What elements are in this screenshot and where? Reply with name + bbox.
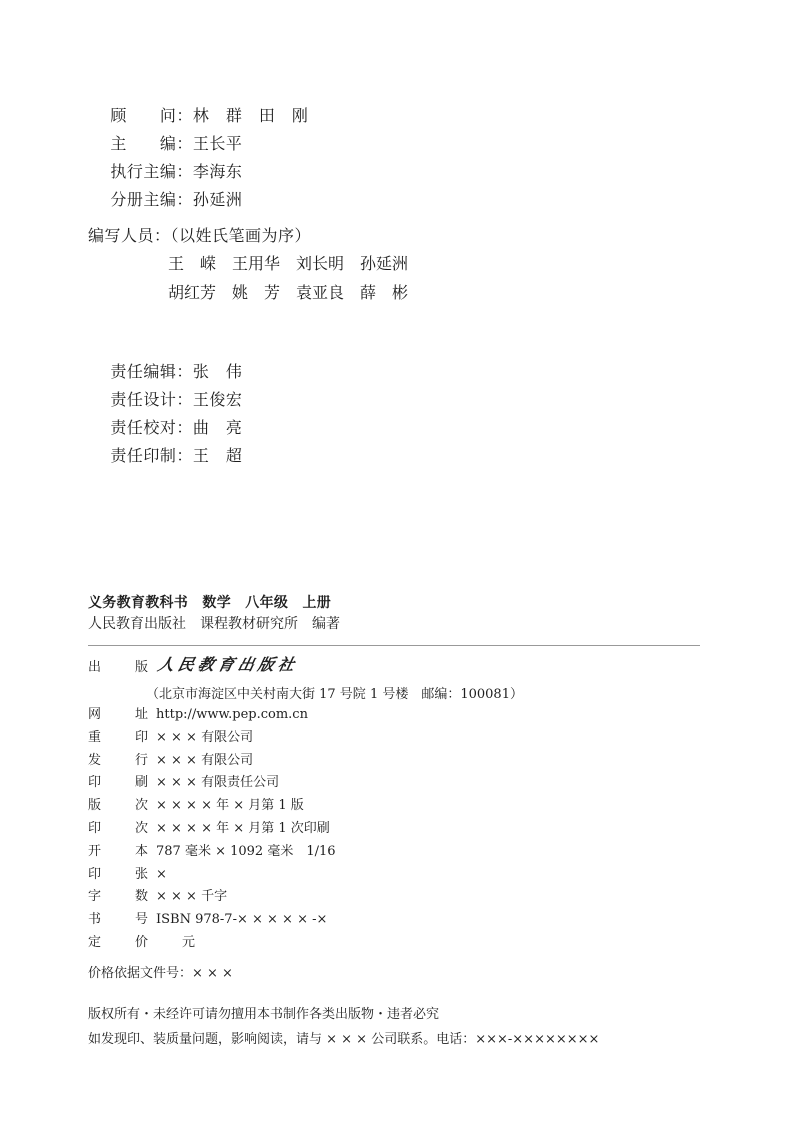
pub-value: 787 毫米 × 1092 毫米 1/16 xyxy=(156,843,336,859)
credit-writers-label: 编写人员：（以姓氏笔画为序） xyxy=(88,226,312,245)
credit-label: 责任校对： xyxy=(110,418,193,437)
pub-label: 书 号 xyxy=(88,912,148,928)
pub-value: × × × 有限公司 xyxy=(156,729,254,745)
pub-label: 印 刷 xyxy=(88,775,148,791)
contact-note: 如发现印、装质量问题，影响阅读，请与 × × × 公司联系。电话：×××-×××××××× xyxy=(88,1032,600,1047)
credit-value: 林 群 田 刚 xyxy=(192,106,309,125)
publisher-address: （北京市海淀区中关村南大街 17 号院 1 号楼 邮编：100081） xyxy=(146,687,523,702)
credit-value: 孙延洲 xyxy=(192,190,243,209)
pub-label: 印 次 xyxy=(88,821,148,836)
credit-value: 曲 亮 xyxy=(192,418,243,437)
pub-label: 印 张 xyxy=(88,866,148,882)
copyright-note: 版权所有・未经许可请勿擅用本书制作各类出版物・违者必究 xyxy=(88,1007,440,1022)
pub-value: × × × 有限责任公司 xyxy=(156,775,280,791)
credit-label: 主 编： xyxy=(110,134,193,153)
credit-label: 责任编辑： xyxy=(110,362,193,381)
pub-label: 网 址 xyxy=(88,707,148,722)
divider xyxy=(88,645,700,646)
price-basis: 价格依据文件号：× × × xyxy=(88,966,233,981)
credit-label: 顾 问： xyxy=(110,106,193,125)
credit-value: 王俊宏 xyxy=(192,390,243,409)
credit-label: 责任印制： xyxy=(110,446,193,465)
pub-value: ISBN 978-7-× × × × × -× xyxy=(156,912,328,928)
credit-label: 责任设计： xyxy=(110,390,193,409)
book-title: 义务教育教科书 数学 八年级 上册 xyxy=(88,595,332,611)
pub-value: × × × 千字 xyxy=(156,889,228,905)
pub-value[interactable]: http://www.pep.com.cn xyxy=(156,707,308,722)
writers-row: 胡红芳 姚 芳 袁亚良 薛 彬 xyxy=(168,283,409,302)
writers-row: 王 嵘 王用华 刘长明 孙延洲 xyxy=(168,254,409,273)
credit-volume-editor xyxy=(88,170,242,230)
pub-label: 版 次 xyxy=(88,798,148,814)
credit-value: 李海东 xyxy=(192,162,243,181)
publisher-logo: 人民教育出版社 xyxy=(156,655,301,674)
credit-label: 执行主编： xyxy=(110,162,193,181)
pub-label: 定 价 xyxy=(88,935,148,950)
pub-value: × xyxy=(156,866,167,882)
book-editors: 人民教育出版社 课程教材研究所 编著 xyxy=(88,616,340,632)
credit-value: 王 超 xyxy=(192,446,243,465)
credit-responsible-printing xyxy=(88,426,242,486)
pub-label: 开 本 xyxy=(88,843,148,859)
pub-value: × × × × 年 × 月第 1 版 xyxy=(156,798,304,814)
pub-value: 元 xyxy=(156,935,196,950)
pub-value: × × × × 年 × 月第 1 次印刷 xyxy=(156,821,330,836)
pub-label: 发 行 xyxy=(88,752,148,768)
pub-label: 出 版 xyxy=(88,660,148,675)
pub-label: 字 数 xyxy=(88,889,148,905)
credit-value: 张 伟 xyxy=(192,362,243,381)
pub-label: 重 印 xyxy=(88,729,148,745)
pub-value: × × × 有限公司 xyxy=(156,752,254,768)
credit-value: 王长平 xyxy=(192,134,243,153)
credit-label: 分册主编： xyxy=(110,190,193,209)
